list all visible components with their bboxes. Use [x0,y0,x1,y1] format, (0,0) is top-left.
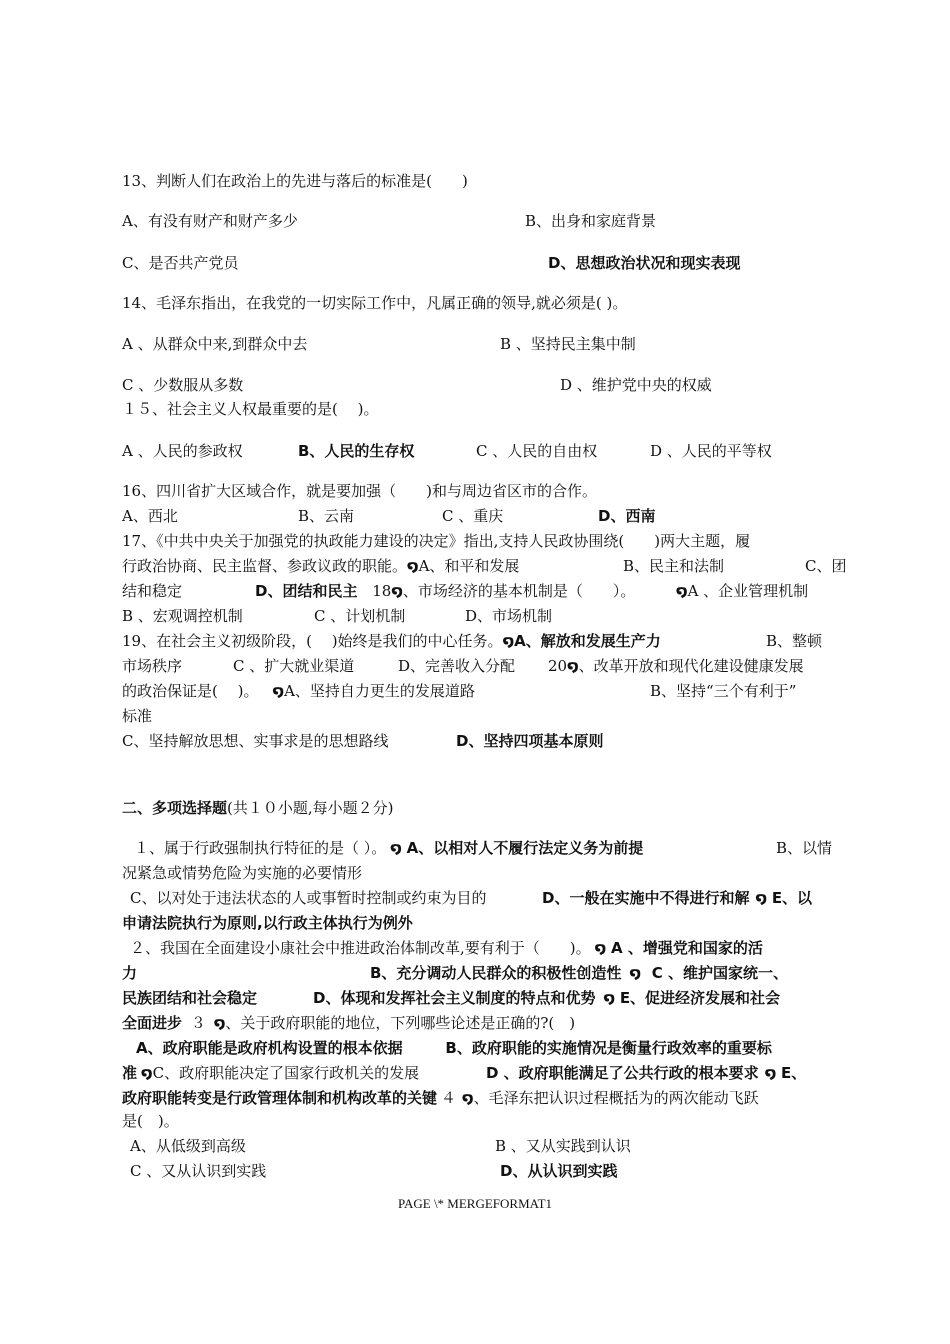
q17-option-a: A、和平和发展 [418,557,520,575]
q20-option-b-end: 标准 [122,707,153,725]
bullet-glyph-icon: ໑ [462,1089,474,1107]
q17-option-d: D、团结和民主 [255,582,358,600]
q16-option-a: A、西北 [122,507,178,525]
mc4-option-c: C 、又从认识到实践 [130,1162,267,1180]
q13-option-c: C、是否共产党员 [122,254,239,272]
q13-option-d: D、思想政治状况和现实表现 [548,254,741,272]
mc3-option-c: C、政府职能决定了国家行政机关的发展 [152,1064,420,1082]
q18-option-d: D、市场机制 [465,607,553,625]
mc3-line-2 [136,1037,772,1058]
bullet-glyph-icon: ໑ [594,939,607,957]
mc2-option-a: A 、增强党和国家的活 [610,939,763,957]
q17-line-1: 17、《中共中央关于加强党的执政能力建设的决定》指出,支持人民政协围绕( )两大主题，履 [122,532,751,550]
q17-option-c: C、团 [805,557,847,575]
mc3-option-b-end: 准 [122,1064,138,1082]
q19-option-c: C 、扩大就业渠道 [233,657,355,675]
q18-option-a-wrap [676,580,808,601]
q18-option-b: B 、宏观调控机制 [122,607,243,625]
mc3-option-e: E、 [781,1064,807,1082]
q15-question: １５、社会主义人权最重要的是( )。 [122,400,379,418]
q20-line-2 [122,680,475,701]
mc2-option-e: E、促进经济发展和社会 [619,989,781,1007]
q13-question: 13、判断人们在政治上的先进与落后的标准是( ) [122,172,468,190]
q16-question: 16、四川省扩大区域合作，就是要加强（ )和与周边省区市的合作。 [122,482,597,500]
bullet-glyph-icon: ໑ [755,889,768,907]
q20-number: 20 [548,657,568,675]
q14-question: 14、毛泽东指出，在我党的一切实际工作中，凡属正确的领导,就必须是( )。 [122,294,628,312]
mc1-option-a: A、以相对人不履行法定义务为前提 [406,839,644,857]
page-footer: PAGE \* MERGEFORMAT1 [397,1196,553,1211]
q17-option-b: B、民主和法制 [623,557,725,575]
mc2-options-bc [370,962,788,983]
q20-question-end: 的政治保证是( )。 [122,682,259,700]
q13-option-a: A、有没有财产和财产多少 [122,212,298,230]
mc2-option-c: C 、维护国家统一、 [651,964,789,982]
mc4-question: 、毛泽东把认识过程概括为的两次能动飞跃 [473,1089,759,1107]
q17-text: 行政治协商、民主监督、参政议政的职能。 [122,557,408,575]
q20-option-a: A、坚持自力更生的发展道路 [284,682,475,700]
q19-option-d: D、完善收入分配 [398,657,516,675]
mc1-option-d: D、一般在实施中不得进行和解 [542,889,750,907]
q15-option-b: B、人民的生存权 [298,442,415,460]
q16-option-d: D、西南 [598,507,656,525]
q15-option-a: A 、人民的参政权 [122,442,243,460]
mc4-option-d: D、从认识到实践 [500,1162,618,1180]
bullet-glyph-icon: ໑ [391,582,403,600]
bullet-glyph-icon: ໑ [764,1064,777,1082]
mc2-option-c-end: 民族团结和社会稳定 [122,989,258,1007]
q14-option-a: A 、从群众中来,到群众中去 [122,335,308,353]
mc4-line [122,1087,759,1108]
mc1-option-b-end: 况紧急或情势危险为实施的必要情形 [122,864,363,882]
q17-option-c-end: 结和稳定 [122,582,183,600]
mc2-options-de [313,987,780,1008]
section-2-title [122,797,394,818]
q19-option-b: B、整顿 [766,632,823,650]
mc3-question: 、关于政府职能的地位，下列哪些论述是正确的?( ) [225,1014,576,1032]
bullet-glyph-icon: ໑ [502,632,515,650]
q18-question: 、市场经济的基本机制是（ ）。 [402,582,636,600]
q20-question: 、改革开放和现代化建设健康发展 [578,657,804,675]
mc3-option-b: B、政府职能的实施情况是衡量行政效率的重要标 [445,1039,772,1057]
q14-option-c: C 、少数服从多数 [122,376,244,394]
q20-option-b: B、坚持“三个有利于” [650,682,797,700]
mc1-options-de [542,887,812,908]
mc1-question: １、属于行政强制执行特征的是（ ）。 [134,839,387,857]
q16-option-b: B、云南 [298,507,355,525]
q19-option-b-end: 市场秩序 [122,657,183,675]
mc3-option-d: D 、政府职能满足了公共行政的根本要求 [486,1064,759,1082]
bullet-glyph-icon: ໑ [603,989,616,1007]
mc3-option-a: A、政府职能是政府机构设置的根本依据 [136,1039,403,1057]
q17-18-line [255,580,635,601]
q15-option-c: C 、人民的自由权 [476,442,598,460]
q17-line-2 [122,555,519,576]
mc1-line [134,837,643,858]
q19-question: 19、在社会主义初级阶段，( )始终是我们的中心任务。 [122,632,503,650]
q14-option-d: D 、维护党中央的权威 [560,376,712,394]
section-2-title-rest: (共１０小题,每小题２分) [227,799,394,817]
q14-option-b: B 、坚持民主集中制 [500,335,636,353]
q18-option-a: A 、企业管理机制 [687,582,809,600]
mc2-option-a-end: 力 [122,964,138,982]
q20-option-d: D、坚持四项基本原则 [456,732,604,750]
mc4-number: ４ [441,1089,457,1107]
mc1-option-e: E、以 [771,889,813,907]
q18-option-c: C 、计划机制 [314,607,406,625]
q18-number: 18 [372,582,392,600]
bullet-glyph-icon: ໑ [676,582,688,600]
q19-option-a: A、解放和发展生产力 [514,632,661,650]
mc2-question: ２、我国在全面建设小康社会中推进政治体制改革,要有利于（ )。 [130,939,591,957]
q15-option-d: D 、人民的平等权 [650,442,772,460]
mc4-question-end: 是( )。 [122,1112,179,1130]
q19-line [122,630,661,651]
mc1-option-c: C、以对处于违法状态的人或事暂时控制或约束为目的 [130,889,487,907]
mc2-option-b: B、充分调动人民群众的积极性创造性 [370,964,622,982]
mc1-option-b: B、以情 [776,839,833,857]
bullet-glyph-icon: ໑ [213,1014,226,1032]
mc2-option-e-end: 全面进步 [122,1014,183,1032]
mc3-number: ３ [190,1014,206,1032]
mc3-options-de [486,1062,806,1083]
bullet-glyph-icon: ໑ [567,657,579,675]
bullet-glyph-icon: ໑ [629,964,642,982]
section-2-title-bold: 二、多项选择题 [122,799,228,817]
bullet-glyph-icon: ໑ [407,557,419,575]
mc2-option-d: D、体现和发挥社会主义制度的特点和优势 [313,989,596,1007]
q16-option-c: C 、重庆 [442,507,504,525]
q20-line [548,655,804,676]
mc3-line [122,1012,575,1033]
bullet-glyph-icon: ໑ [141,1064,153,1082]
bullet-glyph-icon: ໑ [272,682,285,700]
bullet-glyph-icon: ໑ [390,839,402,857]
mc3-line-3 [122,1062,419,1083]
q20-option-c: C、坚持解放思想、实事求是的思想路线 [122,732,389,750]
mc4-option-a: A、从低级到高级 [130,1137,246,1155]
mc4-option-b: B 、又从实践到认识 [495,1137,631,1155]
mc1-option-e-end: 申请法院执行为原则,以行政主体执行为例外 [122,914,413,932]
mc2-line [130,937,763,958]
mc3-option-e-end: 政府职能转变是行政管理体制和机构改革的关键 [122,1089,438,1107]
q13-option-b: B、出身和家庭背景 [525,212,657,230]
